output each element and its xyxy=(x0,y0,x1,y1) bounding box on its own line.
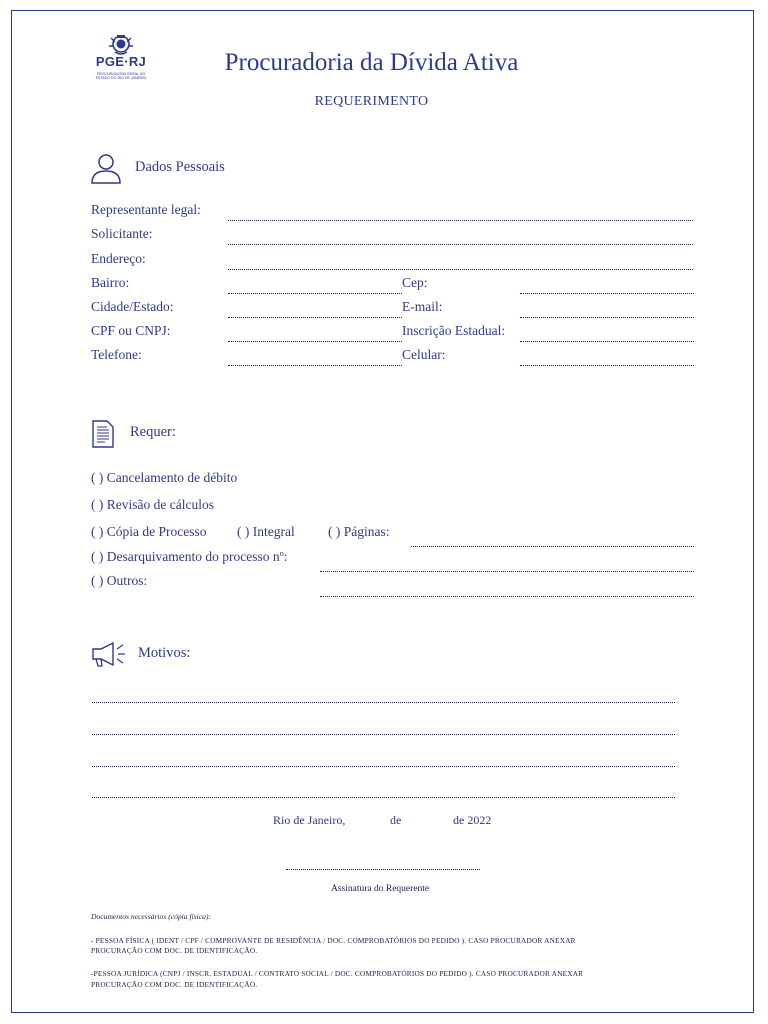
user-icon xyxy=(90,152,122,184)
label-cidade: Cidade/Estado: xyxy=(91,299,174,314)
field-cidade[interactable] xyxy=(228,317,402,318)
docs-pj-line1: -PESSOA JURÍDICA (CNPJ / INSCR. ESTADUAL / CONTRATO SOCIAL / DOC. COMPROBATÓRIOS DO PEDIDO ). CASO PROCURADOR ANEXAR xyxy=(91,969,584,978)
field-outros[interactable] xyxy=(320,596,694,597)
field-email[interactable] xyxy=(520,317,694,318)
label-endereco: Endereço: xyxy=(91,251,146,266)
field-bairro[interactable] xyxy=(228,293,402,294)
docs-title: Documentos necessários (cópia física): xyxy=(91,912,211,921)
label-email: E-mail: xyxy=(402,299,443,314)
option-revisao[interactable]: ( ) Revisão de cálculos xyxy=(91,497,214,512)
logo-text: PGE·RJ xyxy=(95,54,147,69)
field-desarquivamento[interactable] xyxy=(320,571,694,572)
field-telefone[interactable] xyxy=(228,365,402,366)
signature-label: Assinatura do Requerente xyxy=(331,884,430,894)
docs-pf-line1: - PESSOA FÍSICA ( IDENT / CPF / COMPROVANTE DE RESIDÊNCIA / DOC. COMPROBATÓRIOS DO PEDIDO ). CASO PROCURADOR ANEXAR xyxy=(91,936,576,945)
field-representante[interactable] xyxy=(228,220,693,221)
option-copia[interactable]: ( ) Cópia de Processo xyxy=(91,524,207,539)
label-cpf: CPF ou CNPJ: xyxy=(91,323,171,338)
label-representante: Representante legal: xyxy=(91,202,201,217)
label-inscricao: Inscrição Estadual: xyxy=(402,323,506,338)
option-paginas[interactable]: ( ) Páginas: xyxy=(328,524,390,539)
date-de: de xyxy=(390,813,402,827)
logo-subtext: PROCURADORIA GERAL DO ESTADO DO RIO DE JANEIRO xyxy=(95,72,147,80)
section-title-motivos: Motivos: xyxy=(138,645,191,661)
section-title-requer: Requer: xyxy=(130,424,176,440)
field-cpf[interactable] xyxy=(228,341,402,342)
docs-pj-line2: PROCURAÇÃO COM DOC. DE IDENTIFICAÇÃO. xyxy=(91,980,258,989)
signature-line[interactable] xyxy=(286,869,480,870)
label-telefone: Telefone: xyxy=(91,347,142,362)
page-subtitle: REQUERIMENTO xyxy=(314,94,429,109)
megaphone-icon xyxy=(91,641,127,667)
document-icon xyxy=(92,420,114,448)
label-celular: Celular: xyxy=(402,347,446,362)
docs-pf-line2: PROCURAÇÃO COM DOC. DE IDENTIFICAÇÃO. xyxy=(91,946,258,955)
label-solicitante: Solicitante: xyxy=(91,226,153,241)
option-integral[interactable]: ( ) Integral xyxy=(237,524,295,539)
label-cep: Cep: xyxy=(402,275,428,290)
field-paginas[interactable] xyxy=(411,546,694,547)
field-cep[interactable] xyxy=(520,293,694,294)
field-solicitante[interactable] xyxy=(228,244,693,245)
date-year: de 2022 xyxy=(453,813,492,827)
field-celular[interactable] xyxy=(520,365,694,366)
motivos-line-2[interactable] xyxy=(92,734,675,735)
option-outros[interactable]: ( ) Outros: xyxy=(91,573,148,588)
date-place: Rio de Janeiro, xyxy=(273,813,346,827)
label-bairro: Bairro: xyxy=(91,275,130,290)
motivos-line-3[interactable] xyxy=(92,766,675,767)
section-title-personal: Dados Pessoais xyxy=(135,159,225,175)
option-cancelamento[interactable]: ( ) Cancelamento de débito xyxy=(91,470,238,485)
field-inscricao[interactable] xyxy=(520,341,694,342)
motivos-line-4[interactable] xyxy=(92,797,675,798)
option-desarquivamento[interactable]: ( ) Desarquivamento do processo nº: xyxy=(91,549,288,564)
page-title: Procuradoria da Dívida Ativa xyxy=(224,49,519,76)
motivos-line-1[interactable] xyxy=(92,702,675,703)
field-endereco[interactable] xyxy=(228,269,693,270)
